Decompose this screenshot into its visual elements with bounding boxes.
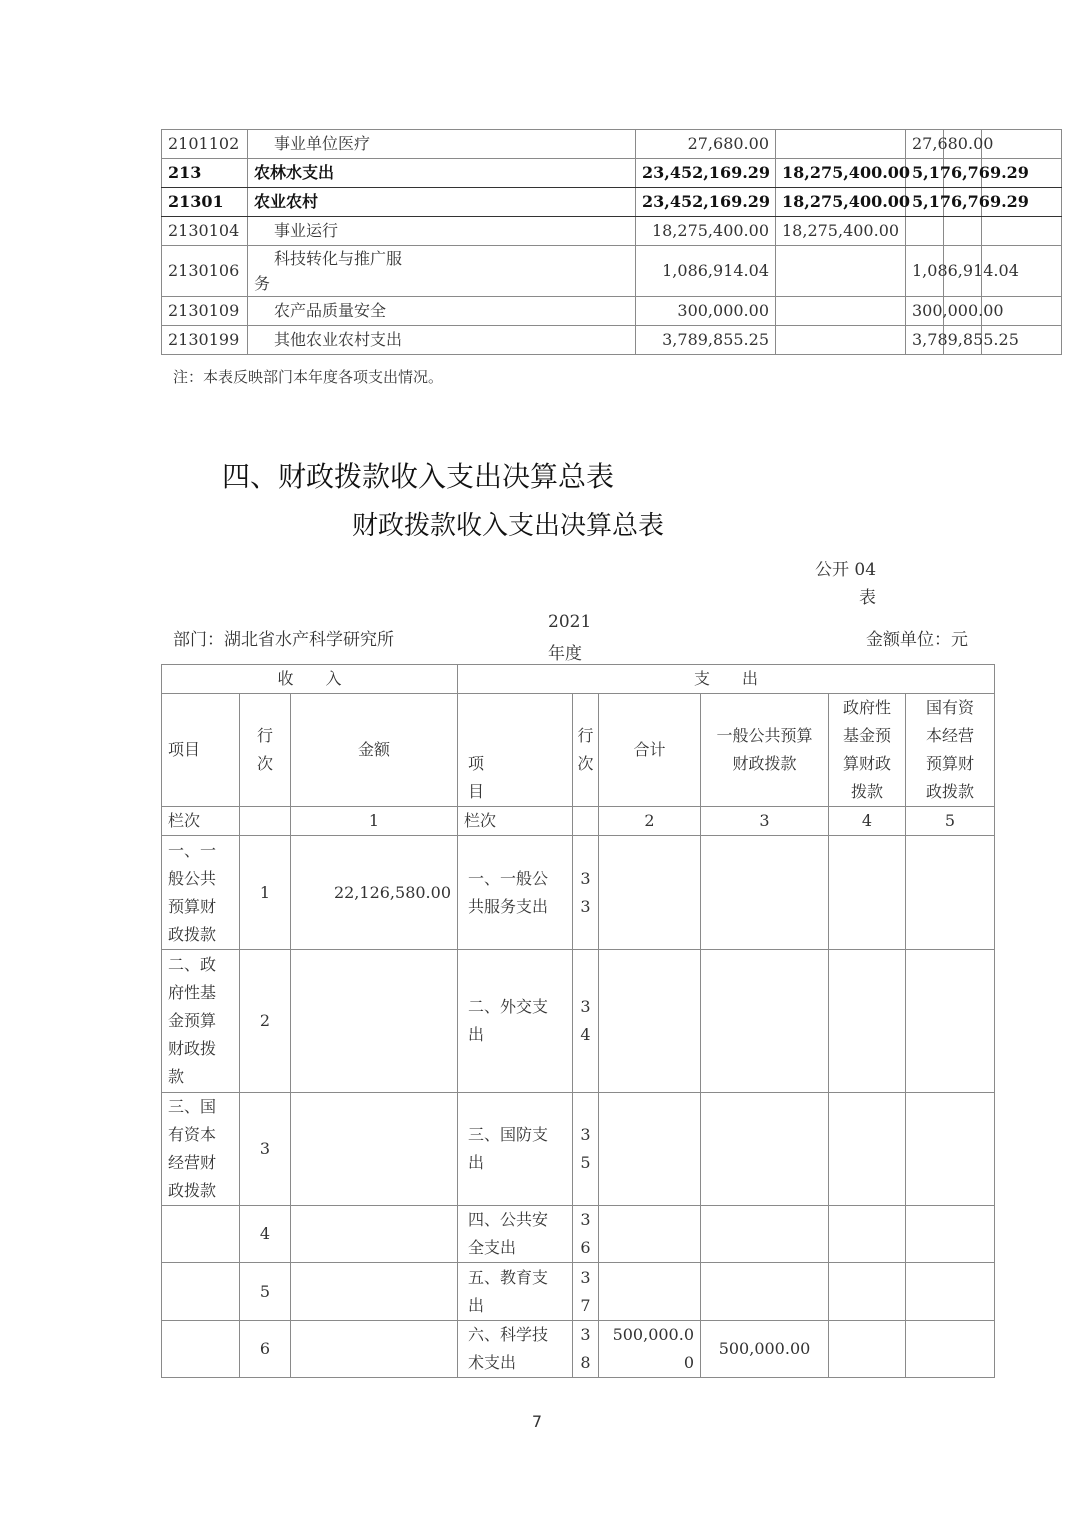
row-total: 23,452,169.29 — [636, 159, 776, 188]
column-row-empty — [240, 807, 291, 836]
income-amount — [291, 1321, 458, 1378]
col-item: 项目 — [162, 694, 240, 807]
expense-general-budget — [701, 1263, 829, 1321]
expense-item: 三、国防支 出 — [458, 1093, 573, 1206]
table-row — [162, 1263, 995, 1321]
expense-total — [599, 950, 701, 1093]
expense-gov-fund — [829, 836, 906, 950]
income-row-no: 1 — [240, 836, 291, 950]
income-row-no: 3 — [240, 1093, 291, 1206]
row-basic: 18,275,400.00 — [776, 217, 906, 246]
col-state-capital: 国有资 本经营 预算财 政拨款 — [906, 694, 995, 807]
column-number-2: 2 — [599, 807, 701, 836]
income-amount — [291, 1263, 458, 1321]
row-code: 213 — [162, 159, 248, 188]
table-row — [162, 326, 1062, 355]
expense-total — [599, 1263, 701, 1321]
income-item — [162, 1321, 240, 1378]
row-code: 2101102 — [162, 130, 248, 159]
expense-header: 支 出 — [458, 665, 995, 694]
row-name: 其他农业农村支出 — [248, 326, 636, 355]
expense-item: 二、外交支 出 — [458, 950, 573, 1093]
expense-state-capital — [906, 950, 995, 1093]
expense-total — [599, 1206, 701, 1263]
expense-state-capital — [906, 836, 995, 950]
income-header: 收 入 — [162, 665, 458, 694]
expense-row-no: 3 5 — [573, 1093, 599, 1206]
table-row — [162, 1206, 995, 1263]
row-total: 27,680.00 — [636, 130, 776, 159]
row-project — [906, 217, 944, 246]
row-name: 科技转化与推广服 务 — [248, 246, 636, 297]
row-empty-1 — [944, 217, 982, 246]
column-row-label: 栏次 — [162, 807, 240, 836]
income-item: 一、一 般公共 预算财 政拨款 — [162, 836, 240, 950]
row-total: 23,452,169.29 — [636, 188, 776, 217]
expense-item: 一、一般公 共服务支出 — [458, 836, 573, 950]
income-item: 二、政 府性基 金预算 财政拨 款 — [162, 950, 240, 1093]
income-row-no: 5 — [240, 1263, 291, 1321]
section-heading: 四、财政拨款收入支出决算总表 — [222, 460, 615, 493]
expense-row-no: 3 3 — [573, 836, 599, 950]
expense-gov-fund — [829, 1321, 906, 1378]
col-exp-item: 项 目 — [458, 694, 573, 807]
row-code: 2130199 — [162, 326, 248, 355]
expense-general-budget — [701, 1206, 829, 1263]
group-header-row — [162, 665, 995, 694]
expense-row-no: 3 4 — [573, 950, 599, 1093]
expense-total — [599, 1093, 701, 1206]
income-item — [162, 1206, 240, 1263]
table-title: 财政拨款收入支出决算总表 — [352, 511, 665, 541]
expense-row-no: 3 6 — [573, 1206, 599, 1263]
fiscal-appropriation-summary-table — [161, 664, 995, 1378]
column-row-label-2: 栏次 — [458, 807, 573, 836]
row-name: 农产品质量安全 — [248, 297, 636, 326]
row-basic: 18,275,400.00 — [776, 188, 906, 217]
table-row — [162, 188, 1062, 217]
row-project: 5,176,769.29 — [906, 188, 944, 217]
income-row-no: 6 — [240, 1321, 291, 1378]
row-project: 3,789,855.25 — [906, 326, 944, 355]
expense-general-budget — [701, 950, 829, 1093]
row-total: 18,275,400.00 — [636, 217, 776, 246]
year-line1: 2021 — [548, 612, 592, 632]
col-amount: 金额 — [291, 694, 458, 807]
row-name: 农林水支出 — [248, 159, 636, 188]
column-number-row — [162, 807, 995, 836]
column-number-1: 1 — [291, 807, 458, 836]
column-header-row — [162, 694, 995, 807]
col-gov-fund: 政府性 基金预 算财政 拨款 — [829, 694, 906, 807]
table-row — [162, 297, 1062, 326]
expense-state-capital — [906, 1093, 995, 1206]
col-total: 合计 — [599, 694, 701, 807]
table-note: 注：本表反映部门本年度各项支出情况。 — [173, 368, 444, 386]
income-item: 三、国 有资本 经营财 政拨款 — [162, 1093, 240, 1206]
row-total: 1,086,914.04 — [636, 246, 776, 297]
column-number-3: 3 — [701, 807, 829, 836]
form-number-line2: 表 — [859, 588, 876, 608]
row-total: 300,000.00 — [636, 297, 776, 326]
row-code: 2130104 — [162, 217, 248, 246]
row-basic — [776, 130, 906, 159]
expense-general-budget — [701, 836, 829, 950]
row-project: 300,000.00 — [906, 297, 944, 326]
col-exp-row-no: 行 次 — [573, 694, 599, 807]
expense-state-capital — [906, 1263, 995, 1321]
income-row-no: 2 — [240, 950, 291, 1093]
expense-gov-fund — [829, 1263, 906, 1321]
table-row — [162, 246, 1062, 297]
page-number: 7 — [531, 1412, 543, 1431]
expense-total — [599, 836, 701, 950]
row-basic — [776, 246, 906, 297]
column-number-5: 5 — [906, 807, 995, 836]
row-basic: 18,275,400.00 — [776, 159, 906, 188]
year-line2: 年度 — [548, 644, 582, 664]
table-row — [162, 836, 995, 950]
row-basic — [776, 326, 906, 355]
col-row-no: 行 次 — [240, 694, 291, 807]
expense-state-capital — [906, 1321, 995, 1378]
row-code: 2130109 — [162, 297, 248, 326]
table-row — [162, 130, 1062, 159]
form-number-line1: 公开 04 — [815, 560, 877, 580]
expense-general-budget — [701, 1093, 829, 1206]
income-amount — [291, 950, 458, 1093]
row-name: 事业单位医疗 — [248, 130, 636, 159]
table-row — [162, 1093, 995, 1206]
income-row-no: 4 — [240, 1206, 291, 1263]
income-item — [162, 1263, 240, 1321]
row-empty-2 — [982, 130, 1062, 159]
expense-general-budget: 500,000.00 — [701, 1321, 829, 1378]
row-code: 2130106 — [162, 246, 248, 297]
expense-row-no: 3 7 — [573, 1263, 599, 1321]
row-project: 1,086,914.04 — [906, 246, 944, 297]
table-row — [162, 159, 1062, 188]
department-label: 部门：湖北省水产科学研究所 — [173, 630, 394, 650]
table-row — [162, 950, 995, 1093]
expense-item: 四、公共安 全支出 — [458, 1206, 573, 1263]
expense-gov-fund — [829, 1093, 906, 1206]
expense-gov-fund — [829, 1206, 906, 1263]
expense-state-capital — [906, 1206, 995, 1263]
table-row — [162, 217, 1062, 246]
expense-gov-fund — [829, 950, 906, 1093]
expenditure-detail-table — [161, 129, 1062, 355]
row-code: 21301 — [162, 188, 248, 217]
row-basic — [776, 297, 906, 326]
expense-item: 五、教育支 出 — [458, 1263, 573, 1321]
row-total: 3,789,855.25 — [636, 326, 776, 355]
expense-row-no: 3 8 — [573, 1321, 599, 1378]
row-project: 5,176,769.29 — [906, 159, 944, 188]
row-project: 27,680.00 — [906, 130, 944, 159]
expense-total: 500,000.0 0 — [599, 1321, 701, 1378]
expense-item: 六、科学技 术支出 — [458, 1321, 573, 1378]
column-row-empty-2 — [573, 807, 599, 836]
unit-label: 金额单位：元 — [866, 630, 968, 650]
income-amount: 22,126,580.00 — [291, 836, 458, 950]
row-empty-2 — [982, 217, 1062, 246]
income-amount — [291, 1093, 458, 1206]
col-general-budget: 一般公共预算 财政拨款 — [701, 694, 829, 807]
table-row — [162, 1321, 995, 1378]
income-amount — [291, 1206, 458, 1263]
row-name: 事业运行 — [248, 217, 636, 246]
row-name: 农业农村 — [248, 188, 636, 217]
column-number-4: 4 — [829, 807, 906, 836]
